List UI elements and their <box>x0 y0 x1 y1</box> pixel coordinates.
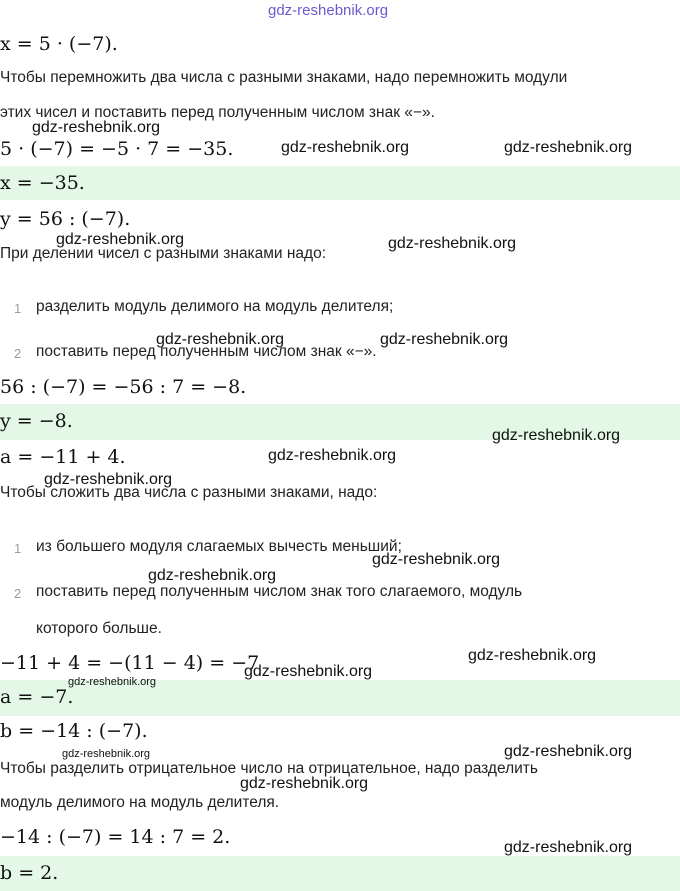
watermark: gdz-reshebnik.org <box>240 775 369 792</box>
watermark: gdz-reshebnik.org <box>244 663 373 680</box>
list-number: 1 <box>14 541 22 556</box>
watermark: gdz-reshebnik.org <box>468 647 597 664</box>
watermark: gdz-reshebnik.org <box>156 331 285 348</box>
rule-divide-negative-line1: Чтобы разделить отрицательное число на отрицательное, надо разделить <box>0 760 538 777</box>
rule-multiply-line1: Чтобы перемножить два числа с разными знаками, надо перемножить модули <box>0 69 568 86</box>
watermark: gdz-reshebnik.org <box>56 231 185 248</box>
list-item: из большего модуля слагаемых вычесть меньший; <box>36 538 402 555</box>
answer-x: x = −35. <box>0 172 85 194</box>
answer-highlight-b <box>0 856 680 891</box>
watermark: gdz-reshebnik.org <box>492 427 621 444</box>
equation-b: b = −14 : (−7). <box>0 720 148 742</box>
watermark: gdz-reshebnik.org <box>380 331 509 348</box>
rule-divide-intro: При делении чисел с разными знаками надо: <box>0 245 327 262</box>
list-item: поставить перед полученным числом знак «−». <box>36 343 377 360</box>
watermark: gdz-reshebnik.org <box>504 139 633 156</box>
watermark: gdz-reshebnik.org <box>268 2 389 19</box>
calculation-y: 56 : (−7) = −56 : 7 = −8. <box>0 376 247 398</box>
equation-x: x = 5 · (−7). <box>0 33 118 55</box>
equation-y: y = 56 : (−7). <box>0 208 131 230</box>
answer-a: a = −7. <box>0 686 74 708</box>
watermark: gdz-reshebnik.org <box>68 676 157 688</box>
rule-add-intro: Чтобы сложить два числа с разными знаками, надо: <box>0 484 378 501</box>
answer-highlight-x <box>0 166 680 200</box>
watermark: gdz-reshebnik.org <box>281 139 410 156</box>
calculation-a: −11 + 4 = −(11 − 4) = −7 <box>0 652 260 674</box>
rule-multiply-line2: этих чисел и поставить перед полученным числом знак «−». <box>0 104 435 121</box>
calculation-b: −14 : (−7) = 14 : 7 = 2. <box>0 826 231 848</box>
watermark: gdz-reshebnik.org <box>268 447 397 464</box>
watermark: gdz-reshebnik.org <box>504 743 633 760</box>
answer-y: y = −8. <box>0 410 73 432</box>
watermark: gdz-reshebnik.org <box>44 471 173 488</box>
watermark: gdz-reshebnik.org <box>62 748 151 760</box>
watermark: gdz-reshebnik.org <box>32 119 161 136</box>
watermark: gdz-reshebnik.org <box>372 551 501 568</box>
list-item-continuation: которого больше. <box>36 620 162 637</box>
list-item: разделить модуль делимого на модуль делителя; <box>36 298 394 315</box>
rule-divide-negative-line2: модуль делимого на модуль делителя. <box>0 794 280 811</box>
calculation-x: 5 · (−7) = −5 · 7 = −35. <box>0 138 234 160</box>
list-number: 2 <box>14 346 22 361</box>
watermark: gdz-reshebnik.org <box>148 567 277 584</box>
list-number: 2 <box>14 586 22 601</box>
watermark: gdz-reshebnik.org <box>504 839 633 856</box>
equation-a: a = −11 + 4. <box>0 446 126 468</box>
list-item: поставить перед полученным числом знак того слагаемого, модуль <box>36 583 523 600</box>
answer-b: b = 2. <box>0 862 59 884</box>
list-number: 1 <box>14 301 22 316</box>
watermark: gdz-reshebnik.org <box>388 235 517 252</box>
